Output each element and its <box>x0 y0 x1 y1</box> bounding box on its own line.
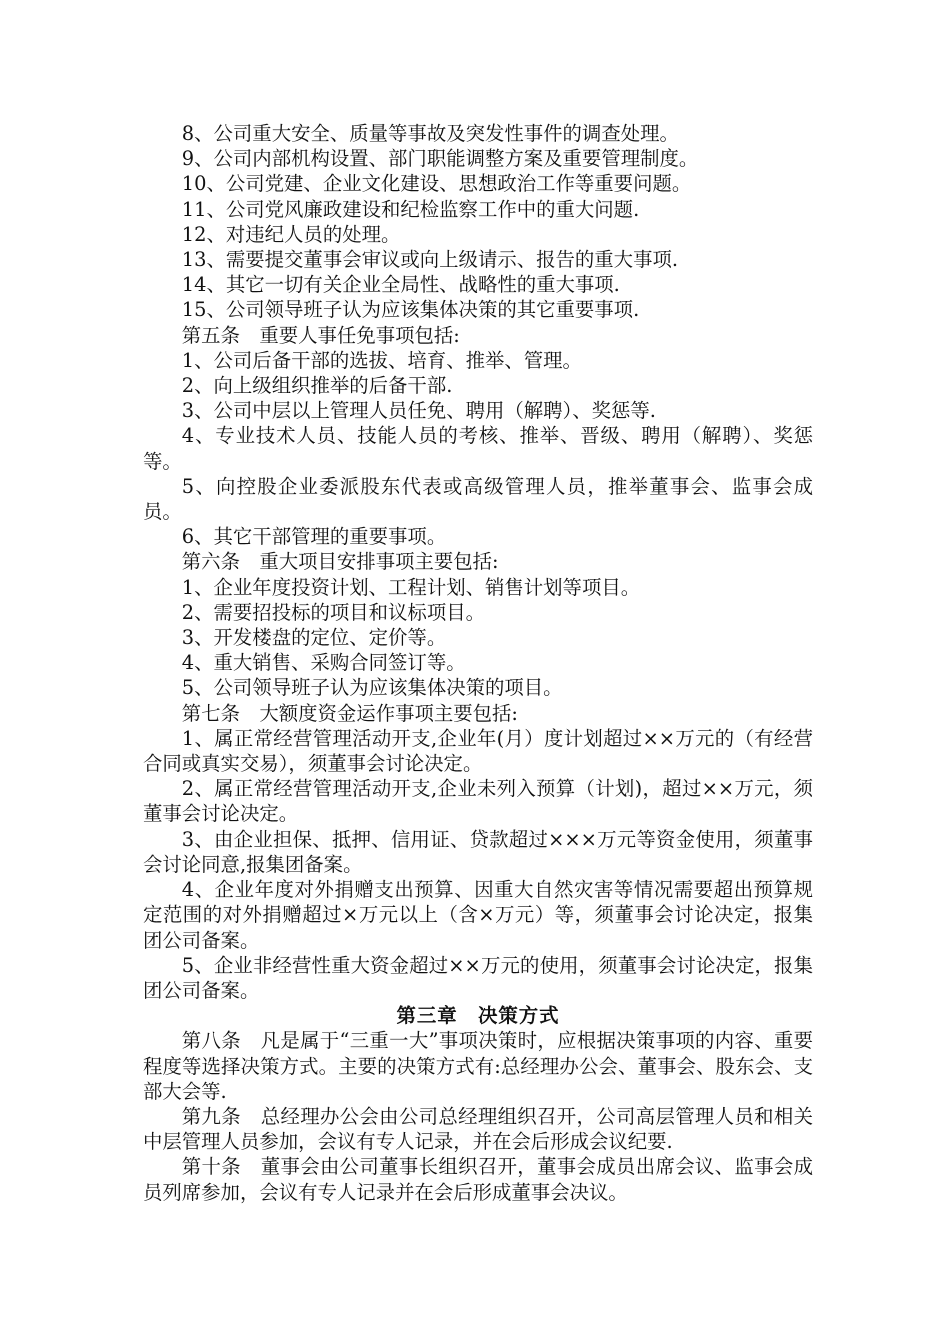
article-6-item-5: 5、公司领导班子认为应该集体决策的项目。 <box>181 676 563 700</box>
paragraph-item-9: 9、公司内部机构设置、部门职能调整方案及重要管理制度。 <box>181 147 699 171</box>
article-6-item-3: 3、开发楼盘的定位、定价等。 <box>181 626 447 650</box>
article-9: 第九条 总经理办公会由公司总经理组织召开，公司高层管理人员和相关中层管理人员参加，会议有专人记录，并在会后形成会议纪要. <box>143 1104 813 1154</box>
paragraph-item-13: 13、需要提交董事会审议或向上级请示、报告的重大事项. <box>181 248 679 272</box>
article-5-item-4: 4、专业技术人员、技能人员的考核、推举、晋级、聘用（解聘）、奖惩等。 <box>143 424 813 473</box>
article-7-item-1: 1、属正常经营管理活动开支,企业年(月）度计划超过××万元的（有经营合同或真实交易），须董事会讨论决定。 <box>143 726 813 776</box>
article-7-item-2: 2、属正常经营管理活动开支,企业未列入预算（计划)，超过××万元，须董事会讨论决定。 <box>143 777 813 826</box>
article-8: 第八条 凡是属于“三重一大”事项决策时，应根据决策事项的内容、重要程度等选择决策方式。主要的决策方式有:总经理办公会、董事会、股东会、支部大会等. <box>143 1029 813 1103</box>
article-7-item-4: 4、企业年度对外捐赠支出预算、因重大自然灾害等情况需要超出预算规定范围的对外捐赠超过×万元以上（含×万元）等，须董事会讨论决定，报集团公司备案。 <box>143 878 813 952</box>
article-5-item-6: 6、其它干部管理的重要事项。 <box>181 525 447 549</box>
article-6-item-1: 1、企业年度投资计划、工程计划、销售计划等项目。 <box>181 575 641 599</box>
article-5-item-2: 2、向上级组织推举的后备干部. <box>181 374 453 398</box>
article-6-item-2: 2、需要招投标的项目和议标项目。 <box>181 600 485 624</box>
article-10: 第十条 董事会由公司董事长组织召开，董事会成员出席会议、监事会成员列席参加，会议有专人记录并在会后形成董事会决议。 <box>143 1155 813 1204</box>
article-7-item-3: 3、由企业担保、抵押、信用证、贷款超过×××万元等资金使用，须董事会讨论同意,报集团备案。 <box>143 827 813 876</box>
paragraph-item-14: 14、其它一切有关企业全局性、战略性的重大事项. <box>181 273 620 297</box>
article-7-title: 第七条 大额度资金运作事项主要包括: <box>181 701 518 725</box>
paragraph-item-8: 8、公司重大安全、质量等事故及突发性事件的调查处理。 <box>181 122 679 145</box>
paragraph-item-12: 12、对违纪人员的处理。 <box>181 222 401 246</box>
chapter-heading: 第三章 决策方式 <box>396 1004 560 1028</box>
article-5-item-3: 3、公司中层以上管理人员任免、聘用（解聘）、奖惩等. <box>181 399 656 423</box>
paragraph-item-15: 15、公司领导班子认为应该集体决策的其它重要事项. <box>181 298 640 322</box>
article-7-item-5: 5、企业非经营性重大资金超过××万元的使用，须董事会讨论决定，报集团公司备案。 <box>143 953 813 1002</box>
article-6-title: 第六条 重大项目安排事项主要包括: <box>181 550 499 574</box>
document-page <box>143 121 813 1205</box>
article-5-item-1: 1、公司后备干部的选拔、培育、推举、管理。 <box>181 348 582 372</box>
article-5-title: 第五条 重要人事任免事项包括: <box>181 323 460 347</box>
article-6-item-4: 4、重大销售、采购合同签订等。 <box>181 651 466 675</box>
paragraph-item-11: 11、公司党风廉政建设和纪检监察工作中的重大问题. <box>181 197 640 221</box>
article-5-item-5: 5、向控股企业委派股东代表或高级管理人员，推举董事会、监事会成员。 <box>143 474 813 524</box>
paragraph-item-10: 10、公司党建、企业文化建设、思想政治工作等重要问题。 <box>181 172 692 196</box>
